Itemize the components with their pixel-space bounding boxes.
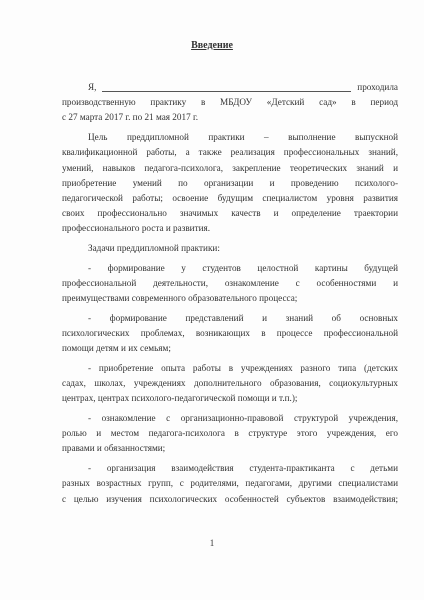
task-line: с целью изучения психологических особенностей субъектов взаимодействия;: [62, 493, 398, 504]
task-line: разных возрастных групп, с родителями, педагогами, другими специалистами: [62, 478, 398, 489]
goal-paragraph: [62, 130, 398, 236]
goal-line: умений, навыков педагога-психолога, закрепление теоретических знаний и: [62, 162, 398, 173]
goal-line: Цель преддипломной практики – выполнение выпускной: [88, 132, 398, 143]
task-line: помощи детям и их семьям;: [62, 343, 171, 354]
task-line: центрах, центрах психолого-педагогической помощи и т.п.);: [62, 393, 298, 404]
page-title: Введение: [191, 40, 233, 51]
task-item: [62, 411, 398, 457]
page-number: 1: [209, 538, 215, 548]
intro-line: производственную практику в МБДОУ «Детский сад» в период: [62, 97, 398, 108]
intro-paragraph: [62, 80, 398, 126]
task-line: - приобретение опыта работы в учреждениях разного типа (детских: [88, 362, 398, 373]
goal-line: педагогической работы; освоение будущим специалистом уровня развития: [62, 192, 398, 203]
name-blank-line: [102, 90, 351, 92]
intro-suffix: проходила: [357, 82, 398, 92]
task-item: [62, 461, 398, 507]
task-line: ролью и местом педагога-психолога в структуре этого учреждения, его: [62, 428, 398, 439]
task-line: преимуществами современного образовательного процесса;: [62, 293, 298, 304]
task-line: - формирование у студентов целостной картины будущей: [88, 262, 398, 273]
tasks-heading: Задачи преддипломной практики:: [88, 243, 220, 254]
intro-first-line: [62, 80, 398, 95]
goal-line: квалификационной работы, а также реализация профессиональных знаний,: [62, 147, 398, 158]
tasks-heading-paragraph: [62, 241, 398, 256]
task-line: - формирование представлений и знаний об основных: [88, 312, 398, 323]
task-line: правами и обязанностями;: [62, 443, 166, 454]
goal-line: своих профессионально значимых качеств и определение траектории: [62, 208, 398, 219]
intro-line: с 27 марта 2017 г. по 21 мая 2017 г.: [62, 112, 199, 123]
task-line: садах, школах, учреждениях дополнительного образования, социокультурных: [62, 378, 398, 389]
task-line: - организация взаимодействия студента-практиканта с детьми: [88, 463, 398, 474]
goal-line: профессионального роста и развития.: [62, 223, 211, 234]
task-line: - ознакомление с организационно-правовой структурой учреждения,: [88, 413, 398, 424]
goal-line: приобретение умений по организации и проведению психолого-: [62, 177, 398, 188]
task-item: [62, 261, 398, 307]
document-body: [62, 80, 398, 511]
task-line: психологических проблемах, возникающих в процессе профессиональной: [62, 328, 398, 339]
task-line: профессиональной деятельности, ознакомление с особенностями и: [62, 277, 398, 288]
task-item: [62, 311, 398, 357]
task-item: [62, 361, 398, 407]
intro-prefix: Я,: [88, 82, 97, 92]
